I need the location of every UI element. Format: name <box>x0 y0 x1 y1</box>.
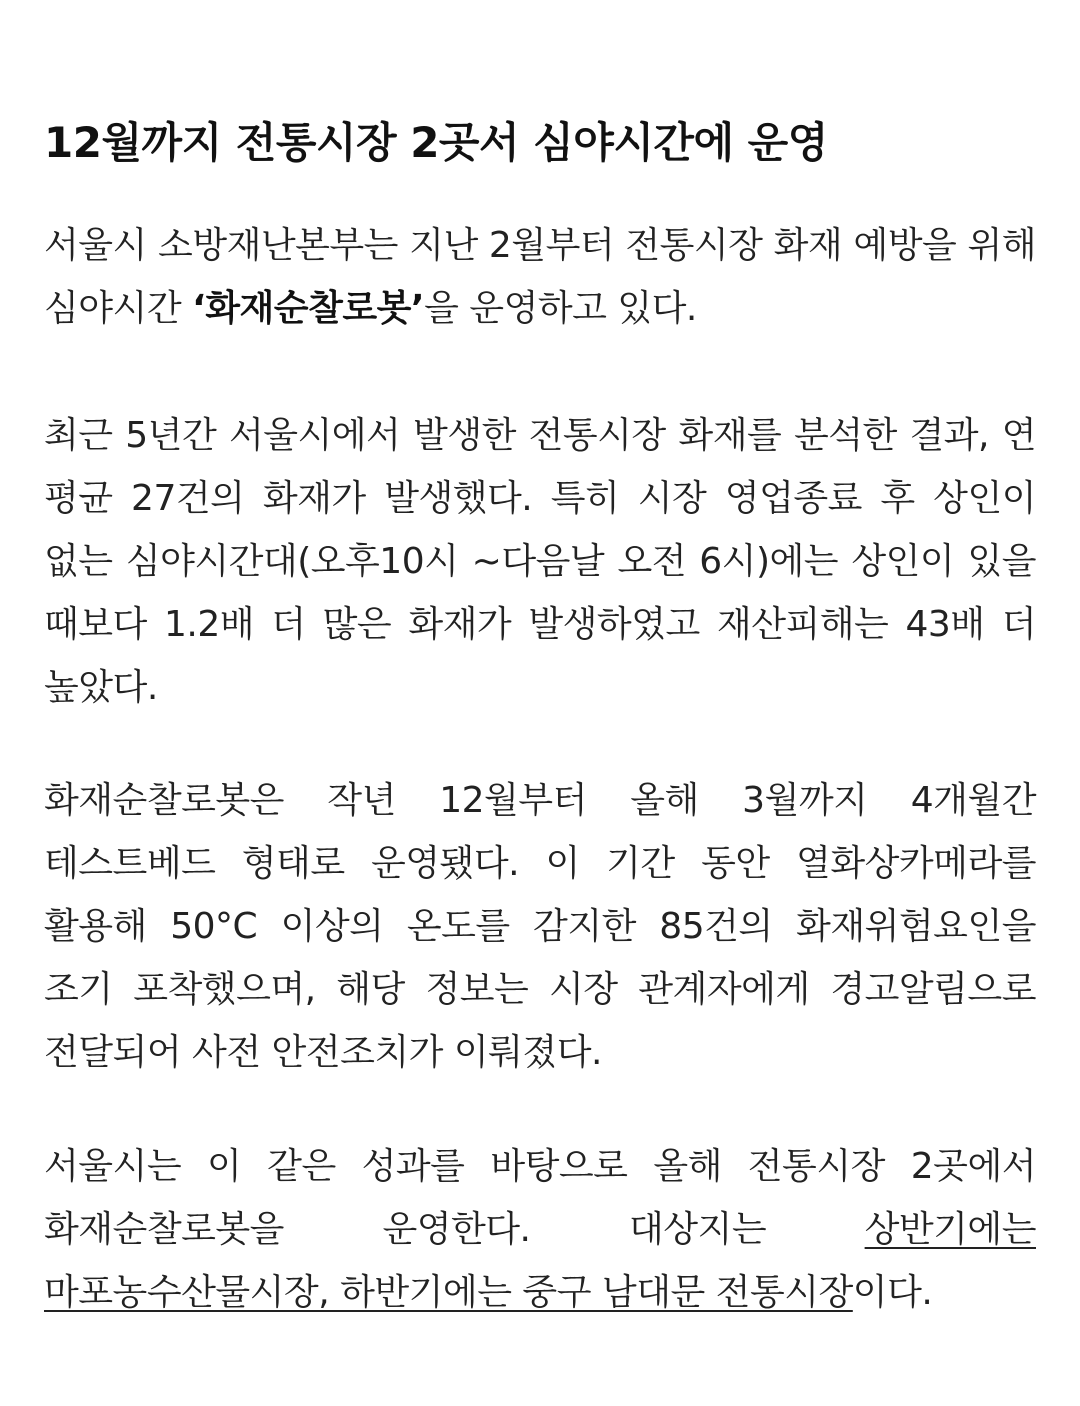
target-markets-underlined: 상반기에는 마포농수산물시장, 하반기에는 중구 남대문 전통시장 <box>44 1209 1036 1313</box>
paragraph-deployment-text: 서울시는 이 같은 성과를 바탕으로 올해 전통시장 2곳에서 화재순찰로봇을 운영한다. 대상지는 <box>44 1146 1036 1250</box>
paragraph-statistics: 최근 5년간 서울시에서 발생한 전통시장 화재를 분석한 결과, 연 평균 27건의 화재가 발생했다. 특히 시장 영업종료 후 상인이 없는 심야시간대(오후10시 ~다음날 오전 6시)에는 상인이 있을 때보다 1.2배 더 많은 화재가 발생하였고 재산피해는 43배 더 높았다. <box>44 415 1036 708</box>
paragraph-deployment-tail: 이다. <box>852 1272 933 1313</box>
paragraph-intro <box>44 214 1036 340</box>
article-headline: 12월까지 전통시장 2곳서 심야시간에 운영 <box>44 118 828 167</box>
robot-name-emphasis: ‘화재순찰로봇’ <box>192 288 425 329</box>
paragraph-testbed-results: 화재순찰로봇은 작년 12월부터 올해 3월까지 4개월간 테스트베드 형태로 운영됐다. 이 기간 동안 열화상카메라를 활용해 50°C 이상의 온도를 감지한 85건의 화재위험요인을 조기 포착했으며, 해당 정보는 시장 관계자에게 경고알림으로 전달되어 사전 안전조치가 이뤄졌다. <box>44 780 1036 1073</box>
paragraph-deployment-plan <box>44 1135 1036 1324</box>
paragraph-intro-tail: 을 운영하고 있다. <box>424 288 697 329</box>
paragraph-intro-text: 서울시 소방재난본부는 지난 2월부터 전통시장 화재 예방을 위해 심야시간 <box>44 225 1036 329</box>
